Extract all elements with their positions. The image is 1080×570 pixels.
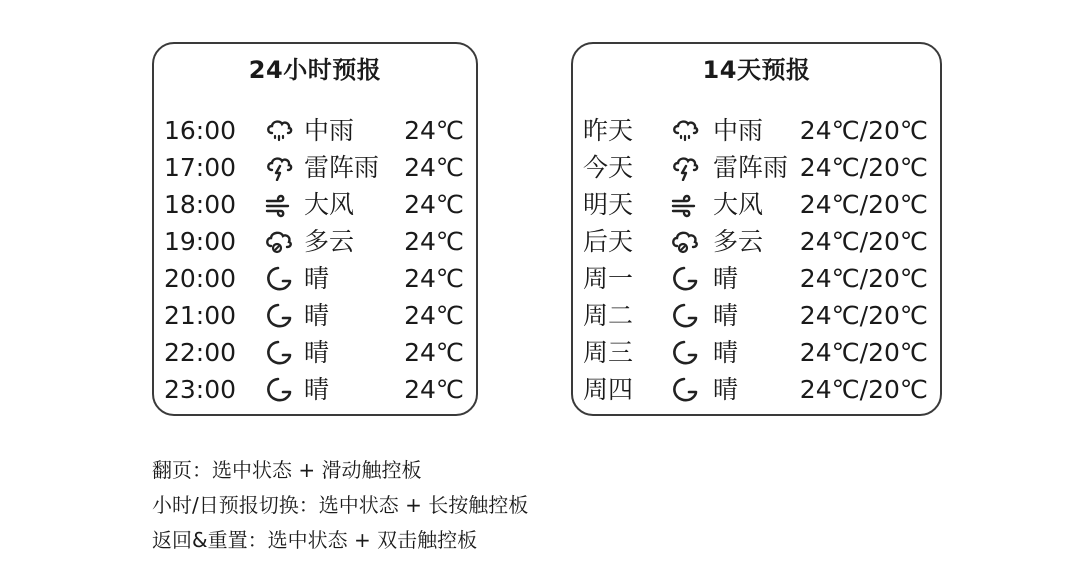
hourly-temperature: 24℃ [404,190,464,219]
note-page-turn: 翻页：选中状态 + 滑动触控板 [152,458,422,482]
rain-cloud-icon [264,118,294,144]
hourly-temperature: 24℃ [404,153,464,182]
hourly-row [154,260,476,297]
daily-temperature: 24℃/20℃ [799,116,928,145]
hourly-row [154,112,476,149]
moon-icon [670,303,700,329]
hourly-condition: 晴 [304,338,330,367]
note-back-reset: 返回&重置：选中状态 + 双击触控板 [152,528,478,552]
thunderstorm-icon [670,155,700,181]
daily-condition: 雷阵雨 [713,153,789,182]
hourly-time: 19:00 [164,227,237,256]
daily-row [573,371,940,408]
daily-temperature: 24℃/20℃ [799,227,928,256]
hourly-time: 17:00 [164,153,237,182]
gesture-instructions [152,453,528,558]
daily-row [573,223,940,260]
daily-temperature: 24℃/20℃ [799,301,928,330]
daily-day: 周三 [583,338,634,367]
hourly-condition: 晴 [304,264,330,293]
moon-icon [670,340,700,366]
hourly-time: 20:00 [164,264,237,293]
hourly-time: 21:00 [164,301,237,330]
hourly-temperature: 24℃ [404,264,464,293]
hourly-row [154,334,476,371]
cloudy-icon [264,229,294,255]
note-toggle-forecast: 小时/日预报切换：选中状态 + 长按触控板 [152,493,529,517]
moon-icon [264,340,294,366]
hourly-row [154,371,476,408]
hourly-time: 23:00 [164,375,237,404]
hourly-row [154,186,476,223]
daily-temperature: 24℃/20℃ [799,153,928,182]
daily-condition: 大风 [713,190,764,219]
hourly-row [154,223,476,260]
hourly-temperature: 24℃ [404,227,464,256]
daily-day: 今天 [583,153,634,182]
daily-day: 后天 [583,227,634,256]
hourly-time: 16:00 [164,116,237,145]
daily-row [573,186,940,223]
hourly-temperature: 24℃ [404,116,464,145]
hourly-time: 18:00 [164,190,237,219]
hourly-forecast-title: 24小时预报 [248,56,382,84]
daily-condition: 晴 [713,375,739,404]
daily-day: 周一 [583,264,634,293]
hourly-temperature: 24℃ [404,375,464,404]
daily-condition: 晴 [713,264,739,293]
hourly-row [154,297,476,334]
daily-condition: 中雨 [713,116,764,145]
hourly-temperature: 24℃ [404,338,464,367]
rain-cloud-icon [670,118,700,144]
daily-condition: 晴 [713,338,739,367]
daily-row [573,149,940,186]
moon-icon [670,266,700,292]
daily-temperature: 24℃/20℃ [799,375,928,404]
hourly-condition: 多云 [304,227,355,256]
daily-day: 明天 [583,190,634,219]
daily-day: 周四 [583,375,634,404]
hourly-forecast-panel[interactable] [152,42,478,416]
hourly-condition: 晴 [304,301,330,330]
cloudy-icon [670,229,700,255]
wind-icon [264,192,294,218]
hourly-condition: 雷阵雨 [304,153,380,182]
hourly-condition: 晴 [304,375,330,404]
hourly-time: 22:00 [164,338,237,367]
daily-condition: 多云 [713,227,764,256]
hourly-temperature: 24℃ [404,301,464,330]
daily-row [573,334,940,371]
daily-day: 昨天 [583,116,634,145]
daily-temperature: 24℃/20℃ [799,190,928,219]
hourly-condition: 中雨 [304,116,355,145]
moon-icon [264,266,294,292]
daily-row [573,297,940,334]
daily-temperature: 24℃/20℃ [799,338,928,367]
moon-icon [264,377,294,403]
daily-condition: 晴 [713,301,739,330]
daily-forecast-panel[interactable] [571,42,942,416]
moon-icon [670,377,700,403]
wind-icon [670,192,700,218]
thunderstorm-icon [264,155,294,181]
moon-icon [264,303,294,329]
daily-row [573,260,940,297]
hourly-row [154,149,476,186]
hourly-condition: 大风 [304,190,355,219]
daily-temperature: 24℃/20℃ [799,264,928,293]
daily-forecast-title: 14天预报 [702,56,811,84]
daily-row [573,112,940,149]
daily-day: 周二 [583,301,634,330]
